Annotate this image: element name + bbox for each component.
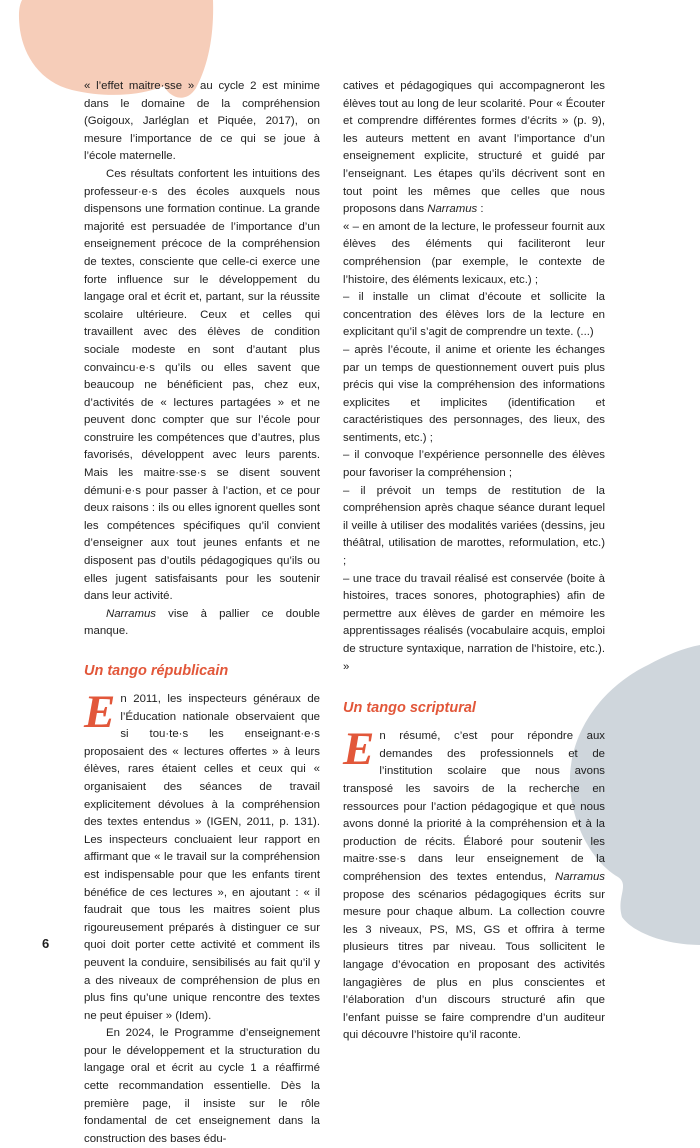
section-heading-tango-scriptural: Un tango scriptural xyxy=(343,700,476,717)
drop-cap: E xyxy=(343,723,375,776)
page-number: 6 xyxy=(42,936,50,951)
quote-item-6: – une trace du travail réalisé est conservée (boite à histoires, traces sonores, photographies) afin de permettre aux élèves de garder en mémoire les apprentissages réalisés (vocabulaire acquis, emploi de structure syntaxique, narration de l’histoire, etc.). » xyxy=(343,572,605,673)
left-column xyxy=(84,78,320,1148)
narramus-title: Narramus xyxy=(106,607,157,620)
quote-item-2: – il installe un climat d’écoute et sollicite la concentration des élèves lors de la lecture en explicitant qu’il s’agit de comprendre un texte. (...) xyxy=(343,291,605,339)
quote-item-1: « – en amont de la lecture, le professeur fournit aux élèves des éléments qui faciliteront leur compréhension (par exemple, le contexte de l’histoire, des éléments lexicaux, etc.) ; xyxy=(343,220,605,286)
left-paragraph-5: En 2024, le Programme d’enseignement pour le développement et la structuration du langage oral et écrit au cycle 1 a réaffirmé cette recommandation essentielle. Dès la première page, il insiste sur le rôle fondamental de cet enseignement dans la construction des bases édu- xyxy=(84,1027,320,1145)
quote-item-3: – après l’écoute, il anime et oriente les échanges par un temps de questionnement ouvert puis plus précis qui vise la compréhension des informations explicites et implicites (identification et caractéristiques des personnages, des lieux, des sentiments, etc.) ; xyxy=(343,343,605,444)
right-paragraph-2 xyxy=(343,723,605,1045)
left-paragraph-1: « l’effet maitre·sse » au cycle 2 est minime dans le domaine de la compréhension (Goigoux, Jarléglan et Piquée, 2017), on mesure l’importance de ce qui se joue à l’école maternelle. xyxy=(84,80,320,163)
left-paragraph-2: Ces résultats confortent les intuitions des professeur·e·s des écoles auxquels nous dispensons une formation continue. La grande majorité est persuadée de l’importance d’un enseignement précoce de la compréhension de textes, consciente que celle-ci exerce une forte influence sur le développement du langage oral et écrit et, partant, sur la réussite scolaire ultérieure. Ceux et celles qui travaillent avec des élèves de condition sociale modeste en sont d’autant plus convaincu·e·s qu’ils ou elles savent que beaucoup ne bénéficient pas, chez eux, d’activités de « lectures partagées » et ne peuvent donc compter que sur l’école pour construire les compétences que d’autres, plus favorisés, développent avec leurs parents. Mais les maitre·sse·s se disent souvent démuni·e·s pour passer à l’action, et ce pour deux raisons : ils ou elles ignorent quelles sont les compétences spécifiques qu’il convient d’enseigner aux tout jeunes enfants et ne disposent pas d’outils pédagogiques qu’ils ou elles jugent satisfaisants pour les soutenir dans leur activité. xyxy=(84,167,320,603)
left-paragraph-3 xyxy=(84,606,320,641)
right-column xyxy=(343,78,605,1045)
narramus-title: Narramus xyxy=(554,870,605,883)
quote-item-4: – il convoque l’expérience personnelle des élèves pour favoriser la compréhension ; xyxy=(343,449,605,480)
quote-item-5: – il prévoit un temps de restitution de la compréhension après chaque séance durant lequel il veille à utiliser des modalités variées (dessins, jeu théâtral, utilisation de marottes, reformulation, etc.) ; xyxy=(343,484,605,568)
narramus-title: Narramus xyxy=(427,203,478,216)
right-paragraph-2-text-a: n résumé, c’est pour répondre aux demandes des professionnels et de l’institution scolaire que nous avons transposé les savoirs de la recherche en ressources pour l’action pédagogique et que nous avons donné la priorité à la compréhension et à la production de récits. Élaboré pour soutenir les maitre·sse·s dans leur enseignement de la compréhension des textes entendus, xyxy=(343,730,605,883)
left-paragraph-3-text: vise à pallier ce double manque. xyxy=(84,607,320,638)
right-paragraph-2-text-b: propose des scénarios pédagogiques écrits sur mesure pour chaque album. La collection couvre les 3 niveaux, PS, MS, GS et offrira à terme plusieurs titres par niveau. Tous sollicitent le langage d’évocation en proposant des activités langagières de plus en plus conscientes et l’élaboration d’un discours structuré afin que l’enfant puisse se faire comprendre d’un auditeur qui découvre l’histoire qu’il raconte. xyxy=(343,888,605,1042)
left-paragraph-4 xyxy=(84,686,320,1025)
right-paragraph-1-text-a: catives et pédagogiques qui accompagneront les élèves tout au long de leur scolarité. Pour « Écouter et comprendre différentes formes d’écrits » (p. 9), les auteurs mettent en avant l’importance d’un enseignement explicite, structuré et guidé par l’enseignant. Les étapes qu’ils décrivent sont en tout point les mêmes que celles que nous proposons dans xyxy=(343,80,605,216)
drop-cap: E xyxy=(84,686,116,738)
right-paragraph-1 xyxy=(343,78,605,219)
right-paragraph-1-text-b: : xyxy=(477,203,484,216)
left-paragraph-4-text: n 2011, les inspecteurs généraux de l’Éducation nationale observaient que si tou·te·s les enseignant·e·s proposaient des « lectures offertes » à leurs élèves, rares étaient celles et ceux qui « organisaient des séances de travail explicitement dévolues à la compréhension des textes entendus » (IGEN, 2011, p. 131). Les inspecteurs concluaient leur rapport en affirmant que « le travail sur la compréhension est indispensable pour que les enfants tirent bénéfice de ces lectures », en ajoutant : « il faudrait que tous les maitres soient plus rigoureusement préparés à distinguer ce sur quoi doit porter cette activité et comment ils peuvent la conduire, sensibilisés au fait qu’il y a des niveaux de compréhension de plus en plus fins qu’une unique rencontre des textes ne peut épuiser » (Idem). xyxy=(84,693,320,1022)
section-heading-tango-republicain: Un tango républicain xyxy=(84,663,229,679)
